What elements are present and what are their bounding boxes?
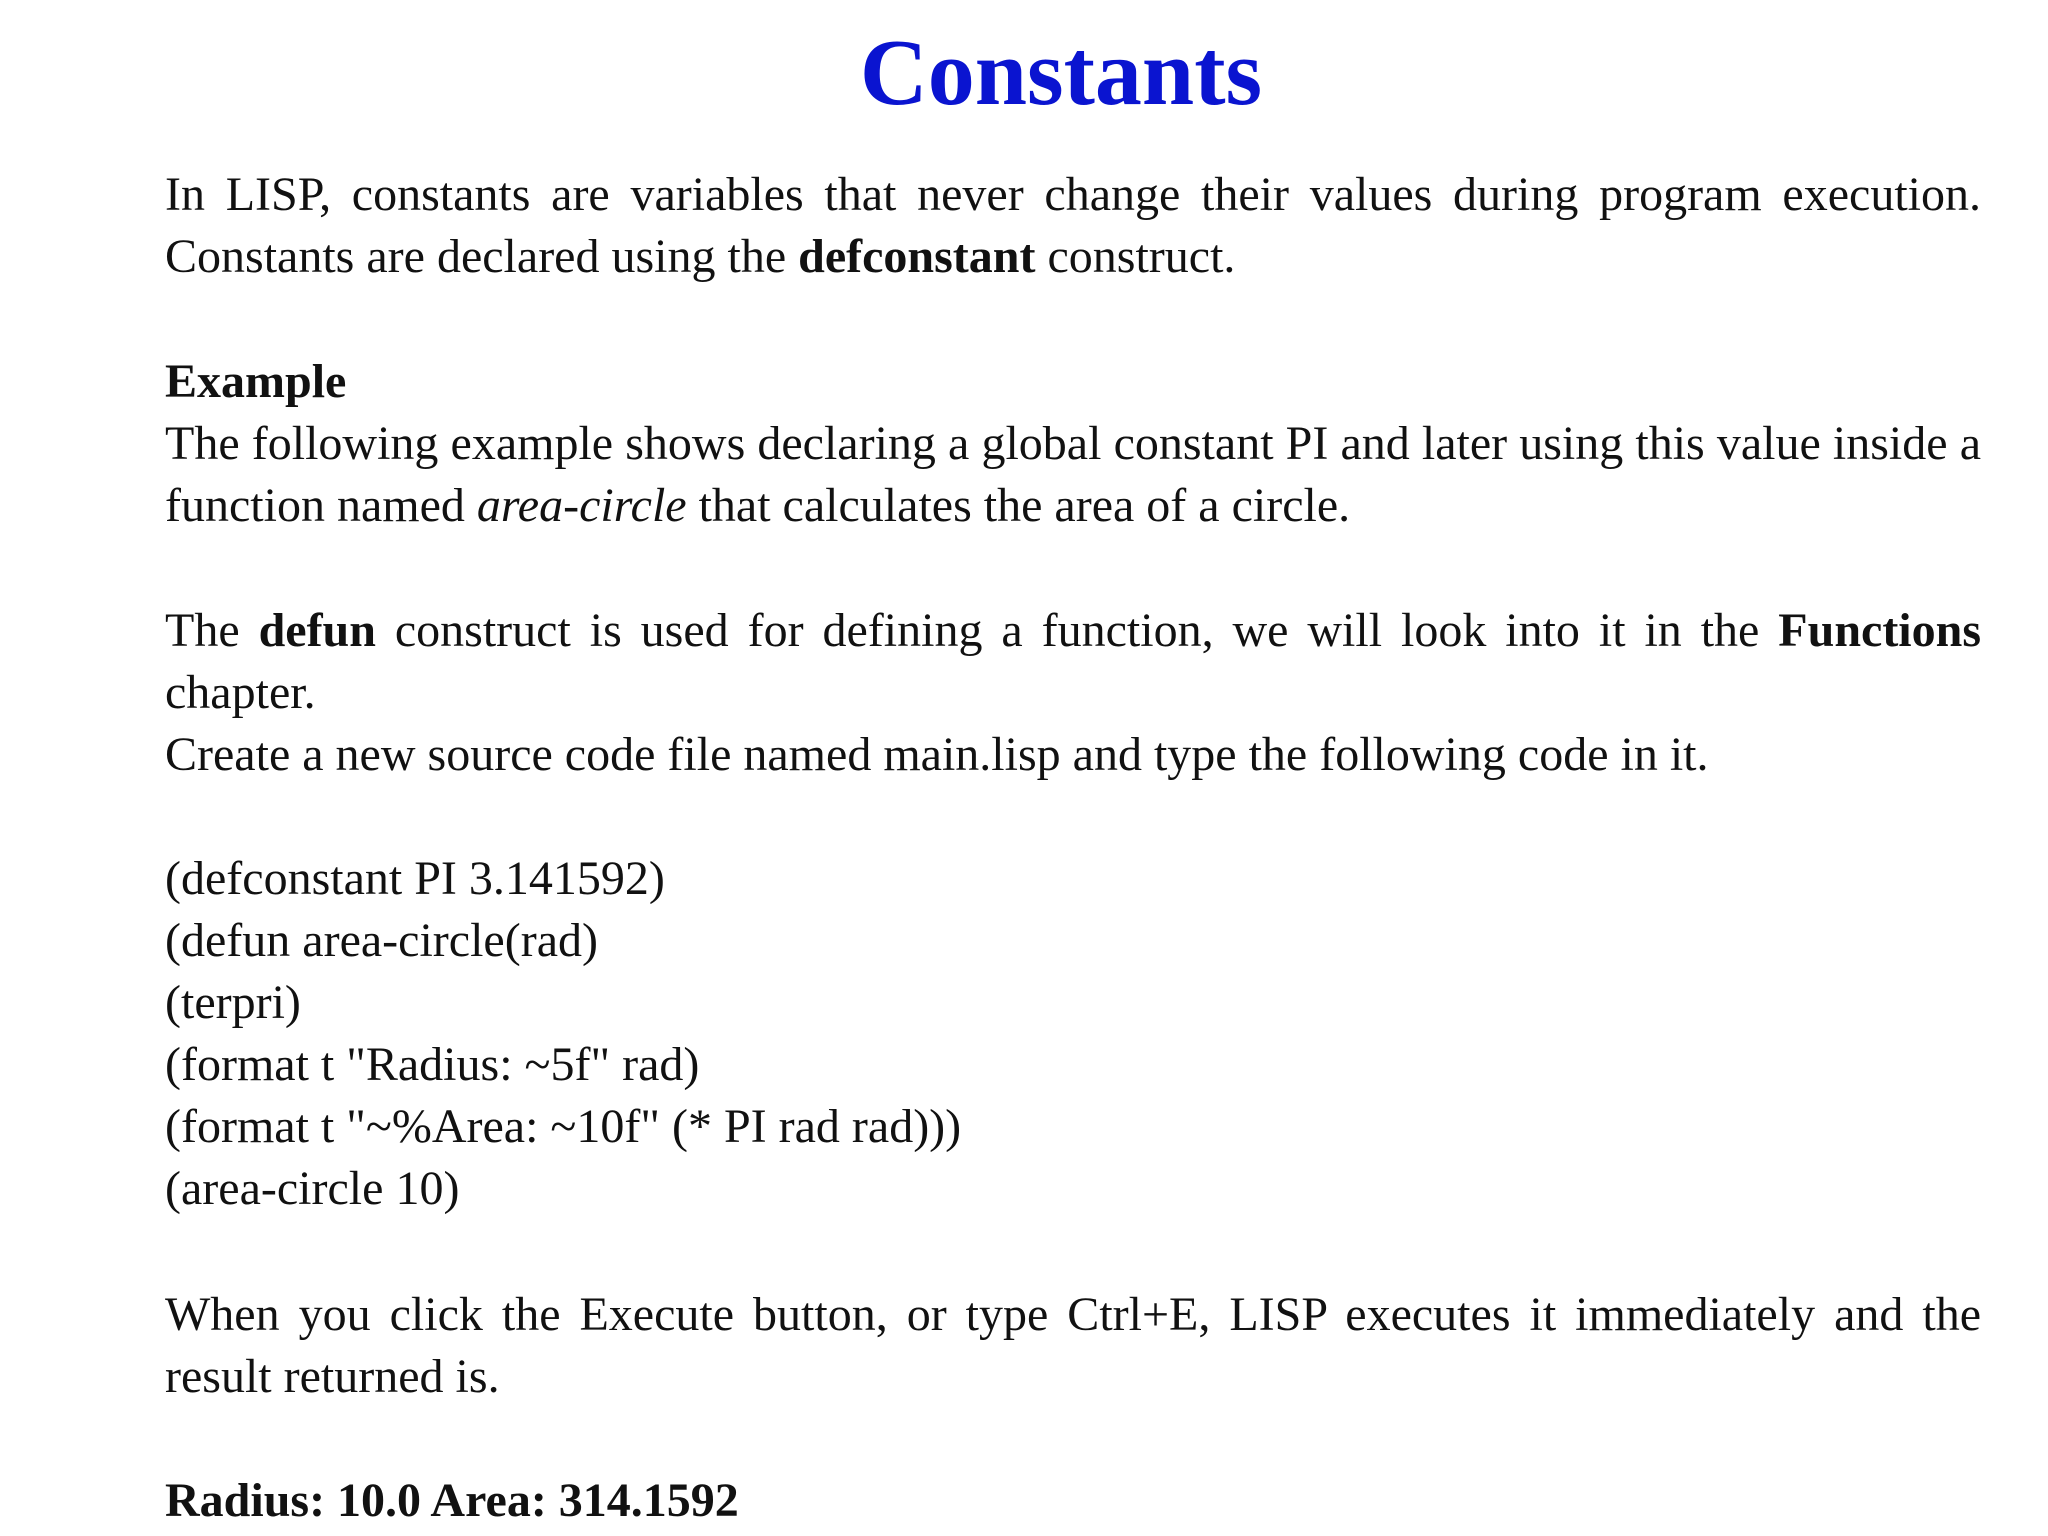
- example-text-after: that calculates the area of a circle.: [686, 479, 1351, 532]
- code-line: (defconstant PI 3.141592): [165, 852, 665, 905]
- example-heading: Example: [165, 355, 347, 408]
- code-listing: [165, 848, 1981, 1220]
- defun-text-after: chapter.: [165, 666, 316, 719]
- code-line: (format t "~%Area: ~10f" (* PI rad rad))): [165, 1100, 962, 1153]
- functions-chapter-name: Functions: [1778, 604, 1982, 657]
- code-line: (terpri): [165, 976, 301, 1029]
- example-description: [165, 413, 1981, 537]
- page-title: Constants: [859, 21, 1263, 125]
- create-file-instruction: Create a new source code file named main.lisp and type the following code in it.: [165, 728, 1709, 781]
- code-line: (area-circle 10): [165, 1162, 460, 1215]
- defun-text-before: The: [165, 604, 259, 657]
- defun-text-middle: construct is used for defining a function, we will look into it in the: [375, 604, 1779, 657]
- defun-keyword: defun: [258, 604, 376, 657]
- intro-paragraph: [165, 164, 1981, 288]
- intro-text-before: In LISP, constants are variables that never change their values during program execution. Constants are declared using the: [165, 168, 1981, 283]
- execute-note-paragraph: When you click the Execute button, or type Ctrl+E, LISP executes it immediately and the result returned is.: [165, 1288, 1981, 1403]
- defconstant-keyword: defconstant: [798, 230, 1036, 283]
- area-circle-function-name: area-circle: [476, 479, 687, 532]
- example-text-before: The following example shows declaring a global constant PI and later using this value inside a function named: [165, 417, 1981, 532]
- intro-text-after: construct.: [1035, 230, 1236, 283]
- code-line: (format t "Radius: ~5f" rad): [165, 1038, 700, 1091]
- result-output: Radius: 10.0 Area: 314.1592: [165, 1474, 739, 1527]
- code-line: (defun area-circle(rad): [165, 914, 598, 967]
- defun-note-paragraph: [165, 600, 1981, 724]
